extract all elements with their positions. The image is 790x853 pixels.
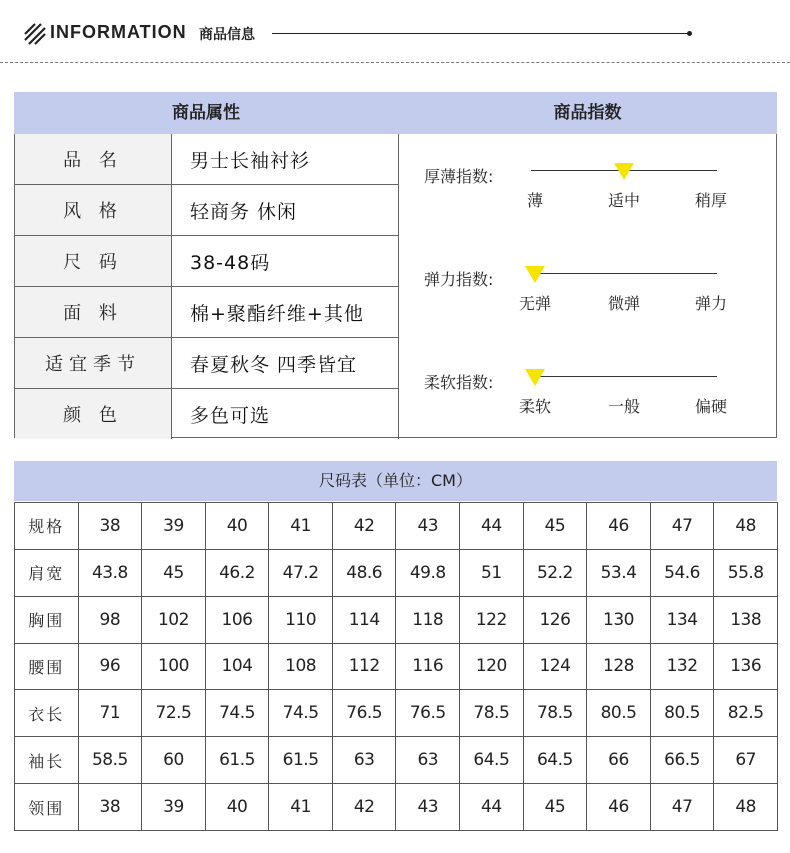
panel-header [14, 92, 777, 134]
size-cell: 118 [396, 596, 460, 643]
size-row-label: 衣长 [15, 690, 79, 737]
index-option: 偏硬 [694, 397, 727, 416]
header-subtitle: 商品信息 [199, 27, 255, 43]
thickness-index-marker [614, 163, 634, 180]
product-info-panel [14, 92, 777, 439]
size-cell: 51 [460, 549, 524, 596]
size-cell: 46 [587, 503, 651, 550]
size-cell: 134 [650, 596, 714, 643]
size-cell: 41 [269, 503, 333, 550]
size-cell: 44 [460, 784, 524, 831]
attribute-key: 面 料 [15, 287, 172, 338]
attribute-key: 适宜季节 [15, 338, 172, 389]
indices-area [399, 134, 776, 437]
size-cell: 76.5 [396, 690, 460, 737]
softness-index-scale [531, 376, 717, 377]
size-cell: 61.5 [205, 737, 269, 784]
attribute-row [15, 287, 399, 338]
size-cell: 48.6 [332, 549, 396, 596]
index-option: 弹力 [694, 294, 727, 313]
size-cell: 74.5 [205, 690, 269, 737]
size-row [15, 596, 778, 643]
size-cell: 104 [205, 643, 269, 690]
size-chart-title: 尺码表（单位：CM） [14, 461, 777, 501]
size-cell: 78.5 [460, 690, 524, 737]
size-row [15, 503, 778, 550]
attribute-row [15, 134, 399, 185]
size-cell: 80.5 [587, 690, 651, 737]
attribute-value: 38-48码 [172, 236, 399, 287]
size-cell: 64.5 [523, 737, 587, 784]
size-cell: 42 [332, 503, 396, 550]
size-row [15, 549, 778, 596]
size-cell: 98 [78, 596, 142, 643]
size-row-label: 规格 [15, 503, 79, 550]
size-cell: 63 [332, 737, 396, 784]
size-cell: 67 [714, 737, 778, 784]
size-cell: 61.5 [269, 737, 333, 784]
size-cell: 46 [587, 784, 651, 831]
attribute-row [15, 185, 399, 236]
attributes-title: 商品属性 [172, 103, 240, 123]
size-cell: 82.5 [714, 690, 778, 737]
attribute-value: 棉+聚酯纤维+其他 [172, 287, 399, 338]
index-option: 微弹 [607, 294, 640, 313]
size-cell: 126 [523, 596, 587, 643]
size-row-label: 袖长 [15, 737, 79, 784]
size-row [15, 643, 778, 690]
size-cell: 72.5 [142, 690, 206, 737]
header-rule-dot [687, 31, 692, 36]
size-cell: 43 [396, 503, 460, 550]
attribute-key: 颜 色 [15, 389, 172, 440]
attribute-value: 轻商务 休闲 [172, 185, 399, 236]
elasticity-index-scale [531, 273, 717, 274]
size-cell: 47 [650, 784, 714, 831]
size-cell: 52.2 [523, 549, 587, 596]
size-row-label: 腰围 [15, 643, 79, 690]
size-row [15, 737, 778, 784]
size-cell: 38 [78, 784, 142, 831]
header-rule [272, 33, 688, 34]
attribute-value: 春夏秋冬 四季皆宜 [172, 338, 399, 389]
thickness-index-label: 厚薄指数: [424, 167, 494, 186]
size-cell: 80.5 [650, 690, 714, 737]
size-cell: 43 [396, 784, 460, 831]
size-cell: 40 [205, 503, 269, 550]
index-option: 柔软 [518, 397, 551, 416]
attributes-table [15, 134, 399, 439]
size-cell: 128 [587, 643, 651, 690]
size-cell: 138 [714, 596, 778, 643]
indices-title: 商品指数 [553, 103, 622, 123]
softness-index-label: 柔软指数: [424, 373, 494, 392]
size-cell: 39 [142, 503, 206, 550]
attribute-row [15, 389, 399, 440]
size-cell: 66 [587, 737, 651, 784]
size-cell: 58.5 [78, 737, 142, 784]
size-cell: 48 [714, 784, 778, 831]
attribute-key: 品 名 [15, 134, 172, 185]
attribute-key: 尺 码 [15, 236, 172, 287]
size-cell: 45 [523, 503, 587, 550]
elasticity-index-marker [525, 266, 545, 283]
size-cell: 53.4 [587, 549, 651, 596]
size-cell: 108 [269, 643, 333, 690]
size-cell: 74.5 [269, 690, 333, 737]
size-cell: 45 [142, 549, 206, 596]
attribute-value: 男士长袖衬衫 [172, 134, 399, 185]
size-cell: 100 [142, 643, 206, 690]
size-cell: 38 [78, 503, 142, 550]
size-cell: 114 [332, 596, 396, 643]
size-cell: 46.2 [205, 549, 269, 596]
size-cell: 43.8 [78, 549, 142, 596]
size-cell: 48 [714, 503, 778, 550]
size-cell: 71 [78, 690, 142, 737]
panel-body [14, 134, 777, 438]
diagonal-stripes-icon [24, 22, 46, 46]
size-cell: 124 [523, 643, 587, 690]
attribute-value: 多色可选 [172, 389, 399, 440]
size-cell: 116 [396, 643, 460, 690]
size-cell: 96 [78, 643, 142, 690]
header-title: INFORMATION [50, 22, 187, 42]
size-cell: 63 [396, 737, 460, 784]
index-option: 薄 [526, 191, 543, 210]
size-cell: 40 [205, 784, 269, 831]
size-cell: 54.6 [650, 549, 714, 596]
size-cell: 55.8 [714, 549, 778, 596]
index-option: 适中 [607, 191, 640, 210]
size-cell: 47.2 [269, 549, 333, 596]
size-cell: 76.5 [332, 690, 396, 737]
size-cell: 44 [460, 503, 524, 550]
size-cell: 122 [460, 596, 524, 643]
size-cell: 39 [142, 784, 206, 831]
dashed-divider [0, 62, 790, 63]
size-cell: 47 [650, 503, 714, 550]
size-cell: 45 [523, 784, 587, 831]
attribute-row [15, 338, 399, 389]
size-row-label: 肩宽 [15, 549, 79, 596]
elasticity-index-label: 弹力指数: [424, 270, 494, 289]
size-cell: 132 [650, 643, 714, 690]
size-cell: 120 [460, 643, 524, 690]
index-option: 稍厚 [694, 191, 727, 210]
attribute-row [15, 236, 399, 287]
size-cell: 41 [269, 784, 333, 831]
size-row-label: 领围 [15, 784, 79, 831]
index-option: 一般 [607, 397, 640, 416]
size-row [15, 690, 778, 737]
size-cell: 42 [332, 784, 396, 831]
size-row [15, 784, 778, 831]
index-option: 无弹 [518, 294, 551, 313]
size-row-label: 胸围 [15, 596, 79, 643]
size-cell: 64.5 [460, 737, 524, 784]
softness-index-marker [525, 369, 545, 386]
size-cell: 110 [269, 596, 333, 643]
size-cell: 130 [587, 596, 651, 643]
size-cell: 136 [714, 643, 778, 690]
size-cell: 112 [332, 643, 396, 690]
size-cell: 106 [205, 596, 269, 643]
size-cell: 49.8 [396, 549, 460, 596]
size-cell: 60 [142, 737, 206, 784]
section-header [0, 0, 790, 64]
attribute-key: 风 格 [15, 185, 172, 236]
size-cell: 66.5 [650, 737, 714, 784]
size-cell: 102 [142, 596, 206, 643]
size-cell: 78.5 [523, 690, 587, 737]
size-chart-table [14, 502, 778, 831]
